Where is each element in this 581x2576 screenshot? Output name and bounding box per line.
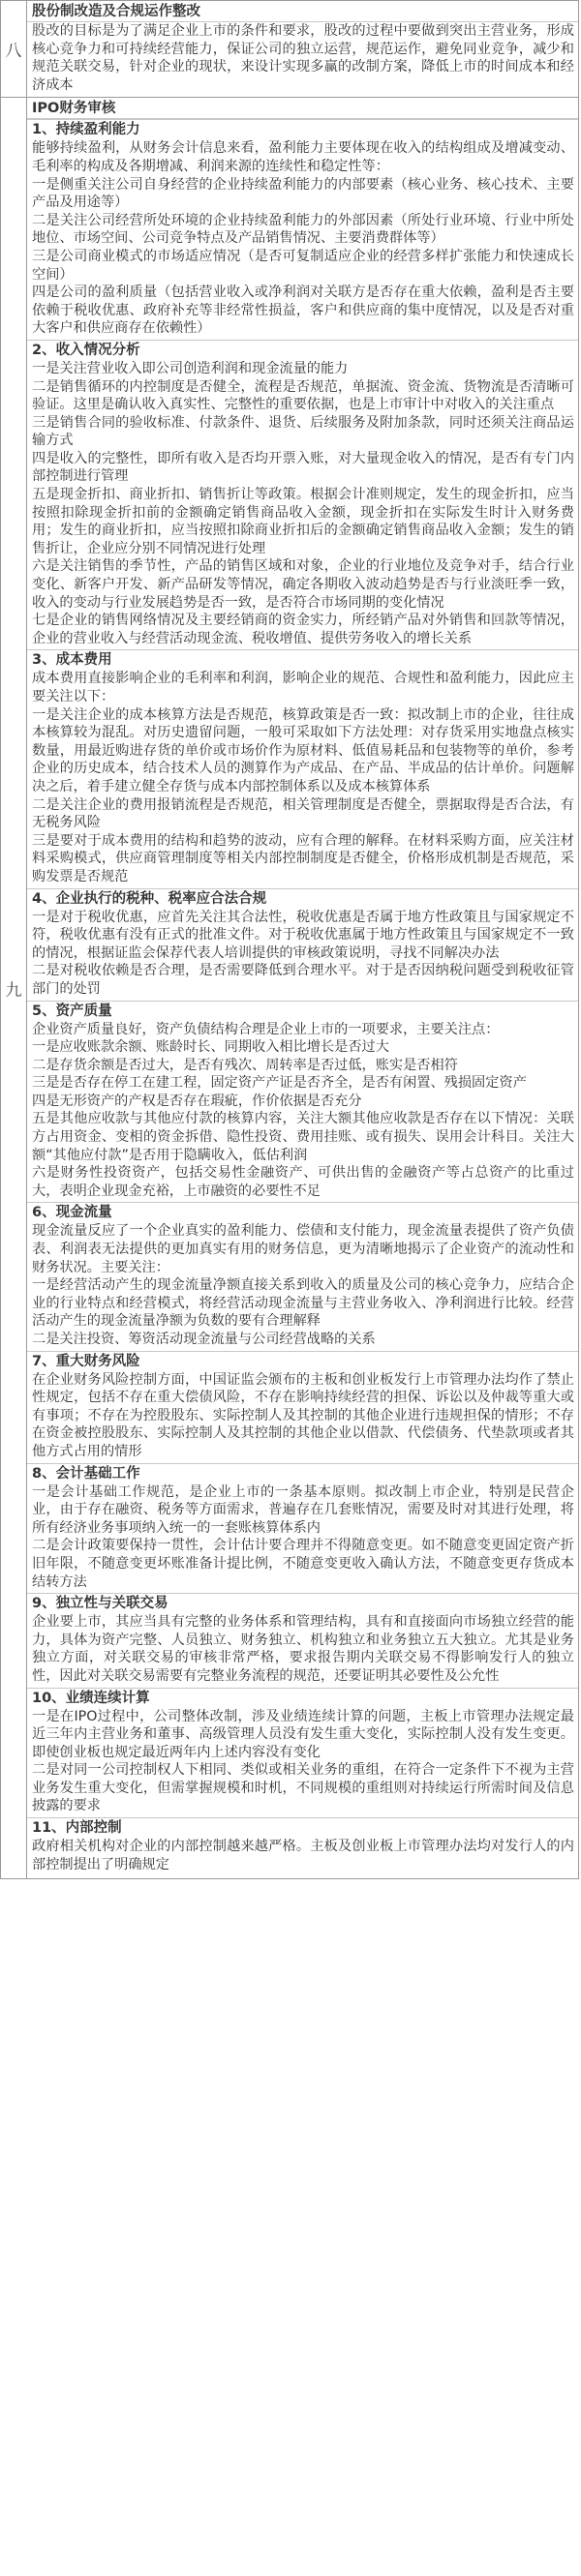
row-content — [27, 98, 578, 1878]
section — [27, 1817, 578, 1875]
section-title: 10、业绩连续计算 — [32, 1690, 150, 1706]
row-number: 八 — [1, 1, 27, 97]
row-title: IPO财务审核 — [27, 98, 578, 119]
section — [27, 1202, 578, 1350]
paragraph: 七是企业的销售网络情况及主要经销商的资金实力，所经销产品对外销售和回款等情况，企业的营业收入与经营活动现金流、税收增值、提供劳务收入的增长关系 — [32, 613, 574, 646]
paragraph: 三是是否存在停工在建工程，固定资产产证是否齐全，是否有闲置、残损固定资产 — [32, 1075, 527, 1092]
paragraph: 一是关注营业收入即公司创造利润和现金流量的能力 — [32, 360, 349, 376]
section-title: 7、重大财务风险 — [32, 1353, 140, 1369]
section-title: 5、资产质量 — [32, 1003, 112, 1019]
paragraph: 四是收入的完整性，即所有收入是否均开票入账，对大量现金收入的情况，是否有专门内部控制进行管理 — [32, 450, 574, 485]
paragraph: 四是无形资产的产权是否存在瑕疵，作价依据是否充分 — [32, 1093, 362, 1109]
paragraph: 一是应收账款余额、账龄时长、同期收入相比增长是否过大 — [32, 1039, 389, 1056]
paragraph: 一是对于税收优惠，应首先关注其合法性，税收优惠是否属于地方性政策且与国家规定不符，税收优惠有没有正式的批准文件。对于税收优惠属于地方性政策且与国家规定不一致的情况，根据证监会保荐代表人培训提供的审核政策说明，寻找不同解决办法 — [32, 909, 574, 961]
row-content — [27, 1, 578, 97]
paragraph: 成本费用直接影响企业的毛利率和利润，影响企业的规范、合规性和盈利能力，因此应主要关注以下： — [32, 671, 574, 704]
section-title: 8、会计基础工作 — [32, 1465, 140, 1482]
paragraph: 六是财务性投资资产，包括交易性金融资产、可供出售的金融资产等占总资产的比重过大，表明企业现金充裕，上市融资的必要性不足 — [32, 1165, 574, 1199]
section — [27, 119, 578, 340]
paragraph: 五是现金折扣、商业折扣、销售折让等政策。根据会计准则规定，发生的现金折扣，应当按照扣除现金折扣前的金额确定销售商品收入金额，现金折扣在实际发生时计入财务费用；发生的商业折扣，应当按照扣除商业折扣后的金额确定销售商品收入金额；发生的销售折让，企业应分别不同情况进行处理 — [32, 487, 574, 556]
paragraph: 三是销售合同的验收标准、付款条件、退货、后续服务及附加条款，同时还须关注商品运输方式 — [32, 414, 574, 449]
section-title: 4、企业执行的税种、税率应合法合规 — [32, 890, 267, 907]
section-title: 6、现金流量 — [32, 1205, 112, 1221]
section-title: 1、持续盈利能力 — [32, 122, 140, 138]
section-title: 2、收入情况分析 — [32, 342, 140, 358]
paragraph: 二是关注公司经营所处环境的企业持续盈利能力的外部因素（所处行业环境、行业中所处地位、市场空间、公司竞争特点及产品销售情况、主要消费群体等） — [32, 212, 574, 247]
paragraph: 四是公司的盈利质量（包括营业收入或净利润对关联方是否存在重大依赖，盈利是否主要依赖于税收优惠、政府补充等非经常性损益，客户和供应商的集中度情况，以及是否对重大客户和供应商存在依赖性） — [32, 285, 574, 337]
row-title: 股份制改造及合规运作整改 — [27, 1, 578, 22]
table-row — [1, 1, 578, 98]
paragraph: 二是会计政策要保持一贯性，会计估计要合理并不得随意变更。如不随意变更固定资产折旧年限，不随意变更坏账准备计提比例，不随意变更收入确认方法，不随意变更存货成本结转方法 — [32, 1538, 574, 1590]
section — [27, 1351, 578, 1463]
row-number: 九 — [1, 98, 27, 1878]
paragraph: 二是关注投资、筹资活动现金流量与公司经营战略的关系 — [32, 1332, 376, 1347]
paragraph: 二是对税收依赖是否合理，是否需要降低到合理水平。对于是否因纳税问题受到税收征管部门的处罚 — [32, 963, 574, 997]
paragraph: 二是对同一公司控制权人下相同、类似或相关业务的重组，在符合一定条件下不视为主营业务发生重大变化，但需掌握规模和时机，不同规模的重组则对持续运行所需时间及信息披露的要求 — [32, 1762, 574, 1814]
section — [27, 1001, 578, 1203]
paragraph: 股改的目标是为了满足企业上市的条件和要求，股改的过程中要做到突出主营业务，形成核心竞争力和可持续经营能力，保证公司的独立运营，规范运作，避免同业竞争，减少和规范关联交易，针对企业的现状，来设计实现多赢的改制方案，降低上市的时间成本和经济成本 — [32, 23, 574, 93]
section — [27, 340, 578, 650]
paragraph: 六是关注销售的季节性，产品的销售区域和对象，企业的行业地位及竞争对手，结合行业变化、新客户开发、新产品研发等情况，确定各期收入波动趋势是否与行业淡旺季一致，收入的变动与行业发展趋势是否一致，是否符合市场同期的变化情况 — [32, 558, 574, 611]
paragraph: 一是会计基础工作规范，是企业上市的一条基本原则。拟改制上市企业，特别是民营企业，由于存在融资、税务等方面需求，普遍存在几套账情况，需要及时对其进行处理，将所有经济业务事项纳入统一的一套账核算体系内 — [32, 1483, 574, 1536]
paragraph: 企业资产质量良好，资产负债结构合理是企业上市的一项要求，主要关注点： — [32, 1021, 500, 1037]
paragraph: 一是在IPO过程中，公司整体改制，涉及业绩连续计算的问题，主板上市管理办法规定最近三年内主营业务和董事、高级管理人员没有发生重大变化，实际控制人没有发生变更。即使创业板也规定最近两年内上述内容没有变化 — [32, 1708, 574, 1760]
paragraph: 二是关注企业的费用报销流程是否规范，相关管理制度是否健全，票据取得是否合法，有无税务风险 — [32, 796, 574, 831]
section — [27, 1593, 578, 1687]
paragraph: 政府相关机构对企业的内部控制越来越严格。主板及创业板上市管理办法均对发行人的内部控制提出了明确规定 — [32, 1839, 574, 1872]
table-row — [1, 98, 578, 1879]
paragraph: 能够持续盈利，从财务会计信息来看，盈利能力主要体现在收入的结构组成及增减变动、毛利率的构成及各期增减、利润来源的连续性和稳定性等： — [32, 140, 574, 174]
paragraph: 一是侧重关注公司自身经营的企业持续盈利能力的内部要素（核心业务、核心技术、主要产品及用途等） — [32, 176, 574, 211]
paragraph: 企业要上市，其应当具有完整的业务体系和管理结构，具有和直接面向市场独立经营的能力，具体为资产完整、人员独立、财务独立、机构独立和业务独立五大独立。尤其是业务独立方面，对关联交易的审核非常严格，要求报告期内关联交易不得影响发行人的独立性，因此对关联交易需要有完整业务流程的规范，还要证明其必要性及公允性 — [32, 1614, 574, 1684]
paragraph: 三是公司商业模式的市场适应情况（是否可复制适应企业的经营多样扩张能力和快速成长空间） — [32, 248, 574, 283]
paragraph: 一是关注企业的成本核算方法是否规范，核算政策是否一致：拟改制上市的企业，往往成本核算较为混乱。对历史遗留问题，一般可采取如下方法处理：对存货采用实地盘点核实数量，用最近购进存货的单价或市场价作为原材料、低值易耗品和包装物等的单价，参考企业的历史成本，结合技术人员的测算作为产成品、在产品、半成品的估计单价。问题解决之后，着手建立健全存货与成本内部控制体系以及成本核算体系 — [32, 706, 574, 794]
paragraph: 五是其他应收款与其他应付款的核算内容，关注大额其他应收款是否存在以下情况：关联方占用资金、变相的资金拆借、隐性投资、费用挂账、或有损失、误用会计科目。关注大额“其他应付款”是否用于隐瞒收入，低估利润 — [32, 1111, 574, 1163]
paragraph: 二是存货余额是否过大，是否有残次、周转率是否过低，账实是否相符 — [32, 1057, 458, 1073]
section — [27, 649, 578, 887]
paragraph: 一是经营活动产生的现金流量净额直接关系到收入的质量及公司的核心竞争力，应结合企业的行业特点和经营模式，将经营活动现金流量与主营业务收入、净利润进行比较。经营活动产生的现金流量净额为负数的要有合理解释 — [32, 1277, 574, 1330]
section — [27, 1688, 578, 1818]
section-title: 3、成本费用 — [32, 652, 112, 669]
section — [27, 1463, 578, 1594]
paragraph: 现金流量反应了一个企业真实的盈利能力、偿债和支付能力，现金流量表提供了资产负债表、利润表无法提供的更加真实有用的财务信息，更为清晰地揭示了企业资产的流动性和财务状况。主要关注： — [32, 1223, 574, 1275]
paragraph: 在企业财务风险控制方面，中国证监会颁布的主板和创业板发行上市管理办法均作了禁止性规定，包括不存在重大偿债风险，不存在影响持续经营的担保、诉讼以及仲裁等重大或有事项；不存在为控股股东、实际控制人及其控制的其他企业进行违规担保的情形；不存在资金被控股股东、实际控制人及其控制的其他企业以借款、代偿债务、代垫款项或者其他方式占用的情形 — [32, 1371, 574, 1459]
section — [27, 888, 578, 1001]
section-title: 9、独立性与关联交易 — [32, 1596, 168, 1612]
paragraph: 二是销售循环的内控制度是否健全，流程是否规范，单据流、资金流、货物流是否清晰可验证。这里是确认收入真实性、完整性的重要依据，也是上市审计中对收入的关注重点 — [32, 378, 574, 413]
section-title: 11、内部控制 — [32, 1820, 122, 1837]
paragraph: 三是要对于成本费用的结构和趋势的波动，应有合理的解释。在材料采购方面，应关注材料采购模式，供应商管理制度等相关内部控制制度是否健全，价格形成机制是否规范，采购发票是否规范 — [32, 832, 574, 884]
